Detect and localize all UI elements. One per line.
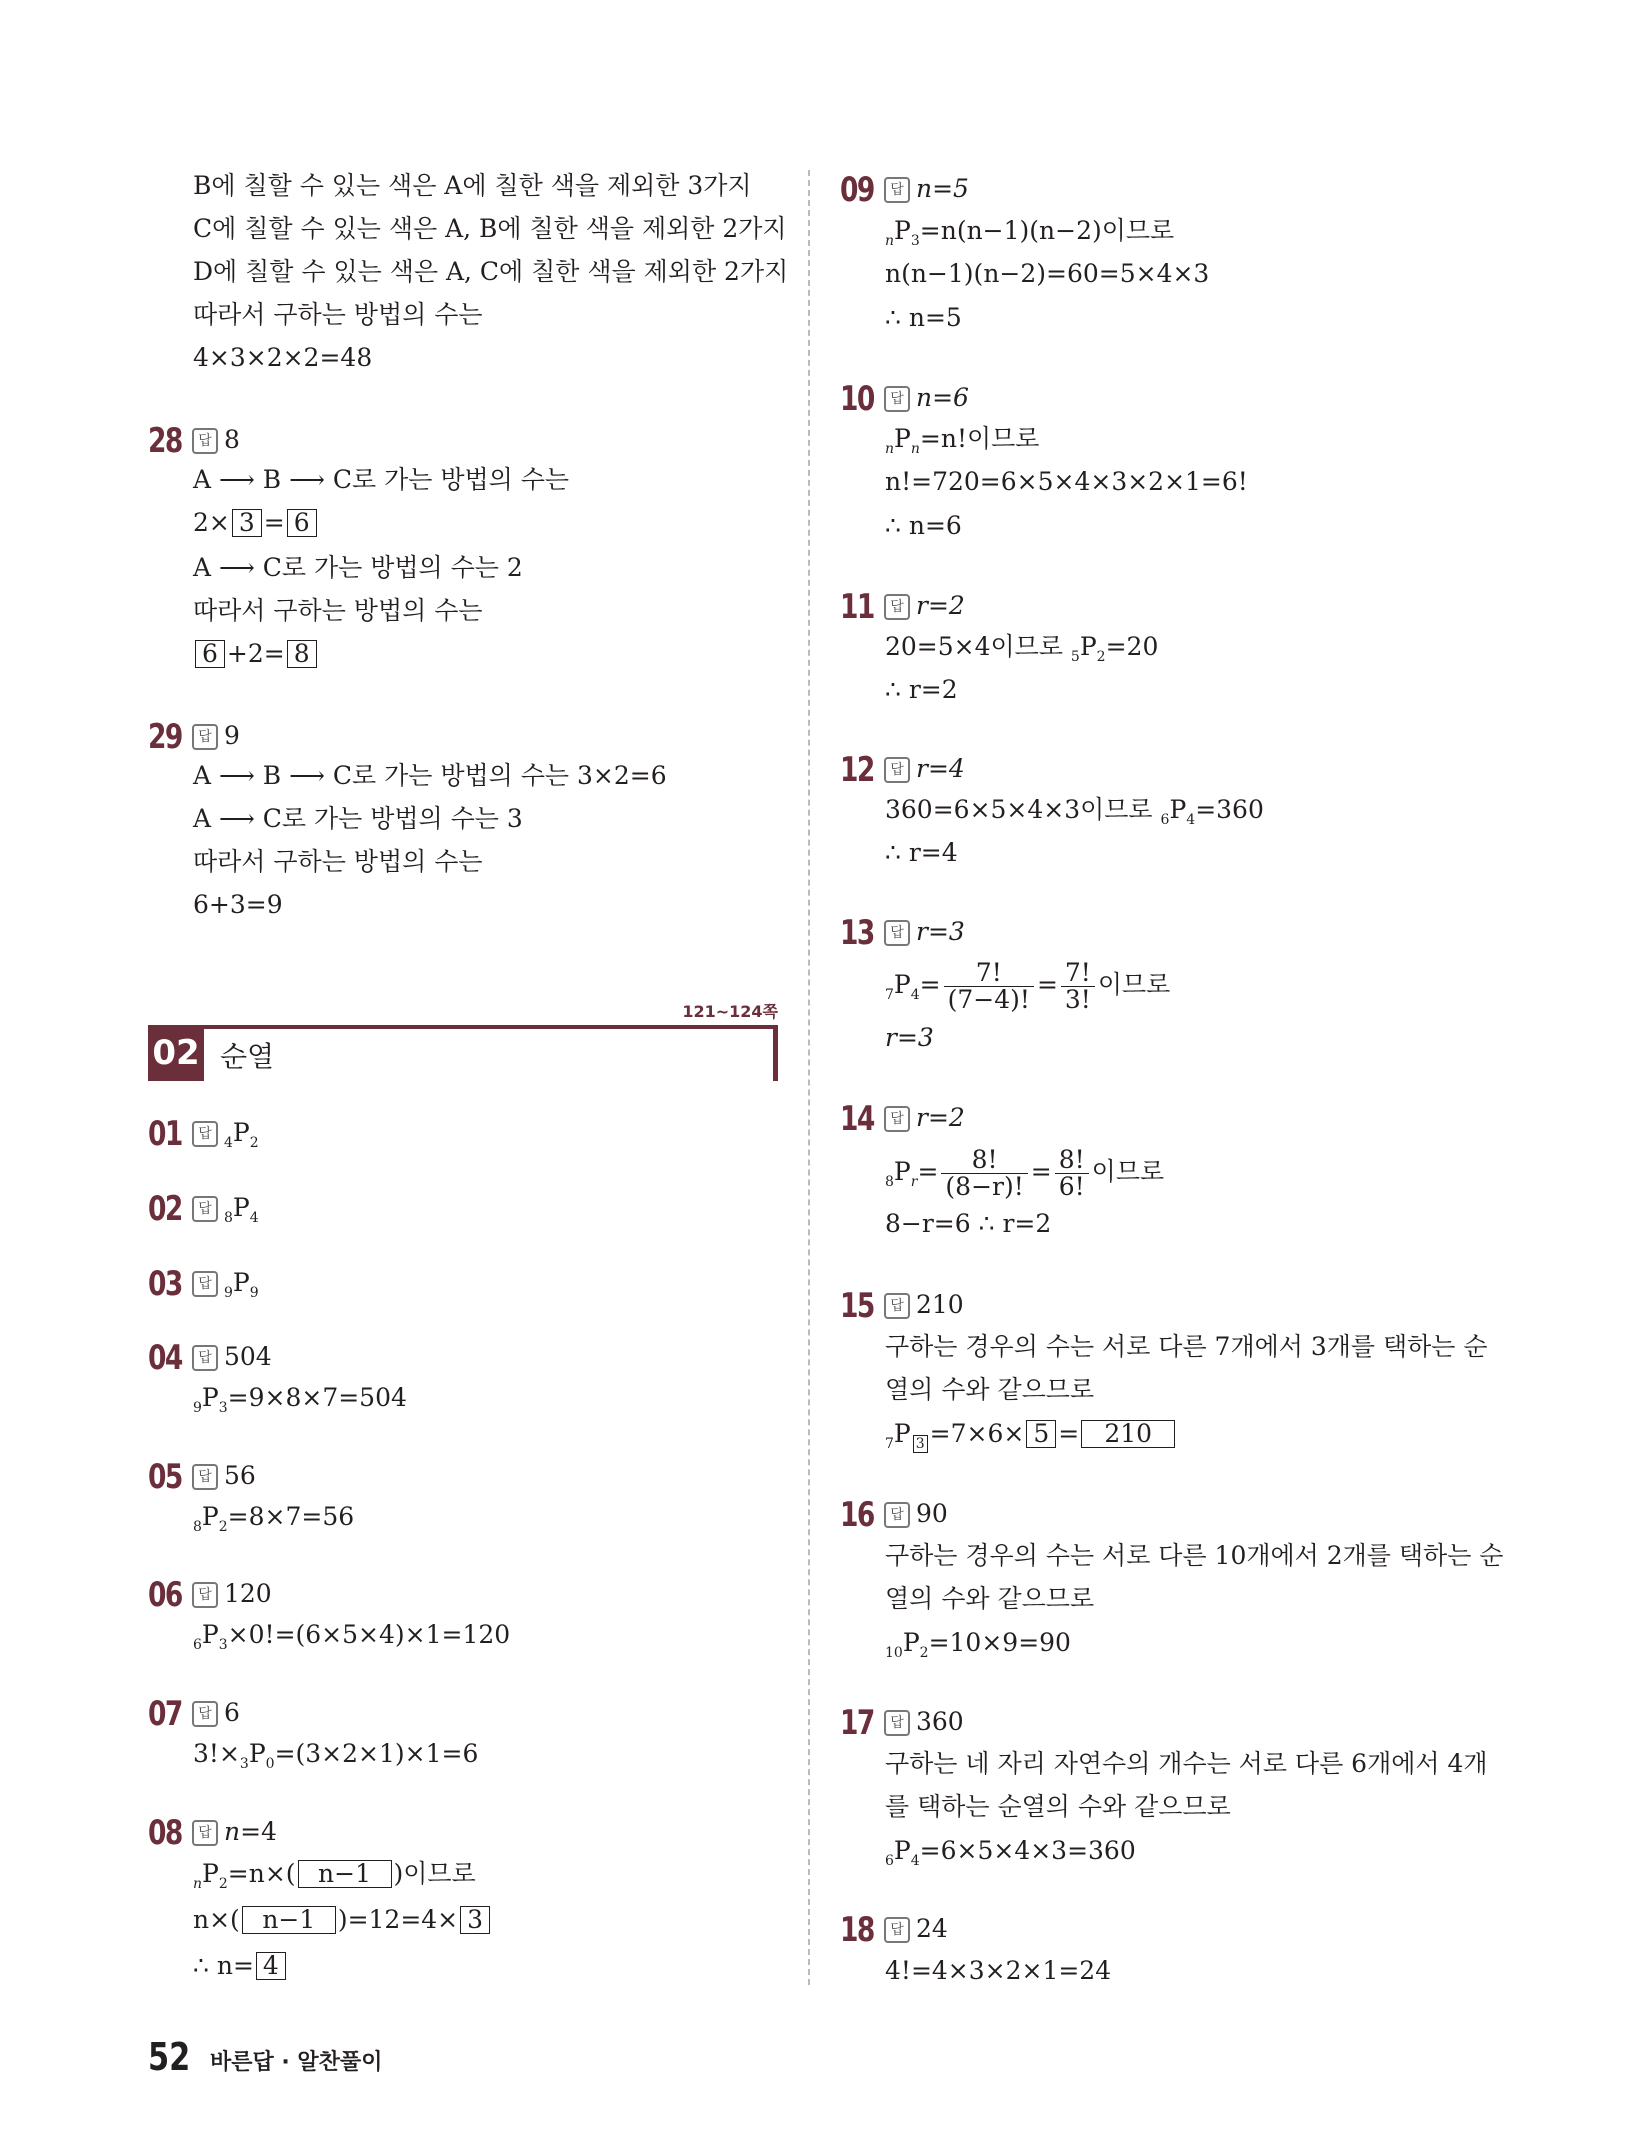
- answer-tag-icon: 답: [884, 177, 910, 203]
- solution-line: n×( n−1 )=12=4× 3: [193, 1904, 492, 1936]
- solution-line: r=3: [885, 1023, 934, 1052]
- solution-line: ∴ n=5: [885, 303, 962, 332]
- answer-tag-icon: 답: [192, 1464, 218, 1490]
- problem-number: 03: [148, 1264, 182, 1304]
- answer: 6: [224, 1698, 240, 1727]
- solution-line: 6+3=9: [193, 890, 283, 919]
- problem-number: 29: [148, 717, 182, 757]
- answer-tag-icon: 답: [192, 1820, 218, 1846]
- solution-line: ∴ n= 4: [193, 1950, 288, 1982]
- blank-box: 3: [232, 509, 262, 537]
- answer-tag-icon: 답: [192, 1196, 218, 1222]
- problem-number: 07: [148, 1694, 182, 1734]
- blank-box: 3: [460, 1906, 490, 1934]
- answer: 56: [224, 1461, 256, 1490]
- blank-box: 8: [287, 640, 317, 668]
- solution-line: A ⟶ B ⟶ C로 가는 방법의 수는 3×2=6: [193, 761, 667, 790]
- answer: 504: [224, 1342, 272, 1371]
- answer: 8: [224, 425, 240, 454]
- answer-tag-icon: 답: [884, 1293, 910, 1319]
- solution-line: 2× 3 = 6: [193, 507, 319, 539]
- fraction: $\frac{7!}{(7-4)!}$: [944, 960, 1034, 1013]
- solution-line: 8−r=6 ∴ r=2: [885, 1209, 1052, 1238]
- solution-line: $_6P_4=6\times 5\times 4\times 3=360$: [885, 1836, 1136, 1869]
- section-rule: [773, 1025, 778, 1081]
- answer: 24: [916, 1914, 948, 1943]
- problem-number: 28: [148, 421, 182, 461]
- solution-line: $_nP_2=n\times$( n−1 )이므로: [193, 1859, 476, 1892]
- answer: r=3: [916, 917, 965, 946]
- fraction: $\frac{8!}{(8-r)!}$: [941, 1147, 1027, 1200]
- blank-box: n−1: [242, 1906, 336, 1934]
- solution-line: $_9P_3=9\times 8\times 7=504$: [193, 1383, 407, 1416]
- solution-line: ∴ n=6: [885, 511, 962, 540]
- solution-line: 구하는 경우의 수는 서로 다른 10개에서 2개를 택하는 순: [885, 1541, 1504, 1570]
- solution-line: A ⟶ C로 가는 방법의 수는 2: [193, 553, 523, 582]
- solution-line: A ⟶ B ⟶ C로 가는 방법의 수는: [193, 465, 570, 494]
- answer: 120: [224, 1579, 272, 1608]
- problem-number: 05: [148, 1457, 182, 1497]
- answer-tag-icon: 답: [884, 1917, 910, 1943]
- solution-line: $_8P_r=$ $\frac{8!}{(8-r)!}$ = $\frac{8!}{6!}$ 이므로: [885, 1145, 1165, 1201]
- answer: n=4: [224, 1817, 277, 1846]
- answer: n=6: [916, 383, 969, 412]
- answer-tag-icon: 답: [884, 1710, 910, 1736]
- answer-tag-icon: 답: [192, 1345, 218, 1371]
- intro-line: B에 칠할 수 있는 색은 A에 칠한 색을 제외한 3가지: [193, 171, 752, 200]
- solution-line: 따라서 구하는 방법의 수는: [193, 847, 483, 876]
- problem-number: 10: [840, 379, 874, 419]
- solution-line: 360=6×5×4×3이므로 $_6P_4=360$: [885, 795, 1264, 828]
- footer-label: 바른답 · 알찬풀이: [210, 2050, 383, 2075]
- answer-tag-icon: 답: [192, 724, 218, 750]
- blank-box: 6: [195, 640, 225, 668]
- solution-line: $_{10}P_2=10\times 9=90$: [885, 1628, 1071, 1661]
- page-range: 121~124쪽: [682, 1002, 778, 1021]
- answer: $_4P_2$: [224, 1118, 259, 1151]
- solution-line: ∴ r=2: [885, 675, 958, 704]
- problem-number: 17: [840, 1703, 874, 1743]
- problem-number: 01: [148, 1114, 182, 1154]
- column-divider: [808, 170, 810, 1985]
- answer-tag-icon: 답: [192, 428, 218, 454]
- problem-number: 12: [840, 750, 874, 790]
- intro-line: 4×3×2×2=48: [193, 343, 373, 372]
- solution-line: $_8P_2=8\times 7=56$: [193, 1502, 355, 1535]
- problem-number: 11: [840, 587, 874, 627]
- blank-box: 210: [1081, 1420, 1175, 1448]
- solution-line: 열의 수와 같으므로: [885, 1375, 1095, 1404]
- section-number: 02: [148, 1025, 204, 1081]
- answer-tag-icon: 답: [884, 757, 910, 783]
- solution-line: $_nP_n=n$!이므로: [885, 424, 1040, 457]
- answer-tag-icon: 답: [192, 1701, 218, 1727]
- solution-line: $3!\times_3P_0=(3\times 2\times 1)\times 1=6$: [193, 1739, 479, 1772]
- solution-line: n(n−1)(n−2)=60=5×4×3: [885, 259, 1210, 288]
- solution-line: $_6P_3\times 0!=(6\times 5\times 4)\times 1=120$: [193, 1620, 511, 1653]
- section-header: [148, 1002, 778, 1081]
- solution-line: 를 택하는 순열의 수와 같으므로: [885, 1792, 1231, 1821]
- blank-box: 3: [913, 1435, 928, 1453]
- solution-line: $_7$P $_3$ =7×6× 5 = 210: [885, 1418, 1177, 1460]
- answer: r=2: [916, 1103, 965, 1132]
- answer: r=4: [916, 754, 965, 783]
- section-rule: [204, 1025, 778, 1029]
- problem-number: 04: [148, 1338, 182, 1378]
- solution-line: 구하는 경우의 수는 서로 다른 7개에서 3개를 택하는 순: [885, 1332, 1488, 1361]
- solution-line: 따라서 구하는 방법의 수는: [193, 596, 483, 625]
- answer: $_8P_4$: [224, 1193, 259, 1226]
- solution-line: 열의 수와 같으므로: [885, 1584, 1095, 1613]
- intro-line: C에 칠할 수 있는 색은 A, B에 칠한 색을 제외한 2가지: [193, 214, 787, 243]
- blank-box: n−1: [298, 1860, 392, 1888]
- problem-number: 09: [840, 170, 874, 210]
- solution-line: $_7P_4=$ $\frac{7!}{(7-4)!}$ = $\frac{7!}{3!}$ 이므로: [885, 958, 1171, 1014]
- answer: 210: [916, 1290, 964, 1319]
- answer: r=2: [916, 591, 965, 620]
- answer-tag-icon: 답: [884, 386, 910, 412]
- answer: 9: [224, 721, 240, 750]
- answer-tag-icon: 답: [884, 594, 910, 620]
- fraction: $\frac{7!}{3!}$: [1061, 960, 1095, 1013]
- answer-tag-icon: 답: [884, 1106, 910, 1132]
- problem-number: 06: [148, 1575, 182, 1615]
- fraction: $\frac{8!}{6!}$: [1055, 1147, 1089, 1200]
- solution-line: n!=720=6×5×4×3×2×1=6!: [885, 467, 1248, 496]
- problem-number: 13: [840, 913, 874, 953]
- solution-line: 6 +2= 8: [193, 638, 319, 670]
- solution-line: 구하는 네 자리 자연수의 개수는 서로 다른 6개에서 4개: [885, 1749, 1488, 1778]
- answer: 90: [916, 1499, 948, 1528]
- solution-line: $_nP_3=n(n-1)(n-2)$이므로: [885, 216, 1175, 249]
- answer: $_9P_9$: [224, 1268, 259, 1301]
- answer: n=5: [916, 174, 969, 203]
- blank-box: 6: [287, 509, 317, 537]
- solution-line: 20=5×4이므로 $_5P_2=20$: [885, 632, 1159, 665]
- solution-line: 4!=4×3×2×1=24: [885, 1956, 1112, 1985]
- problem-number: 15: [840, 1286, 874, 1326]
- problem-number: 14: [840, 1099, 874, 1139]
- problem-number: 08: [148, 1813, 182, 1853]
- solution-line: ∴ r=4: [885, 838, 958, 867]
- intro-line: 따라서 구하는 방법의 수는: [193, 300, 483, 329]
- answer-tag-icon: 답: [192, 1121, 218, 1147]
- page-number: 52: [148, 2035, 191, 2079]
- section-title: 순열: [220, 1040, 275, 1073]
- solution-line: A ⟶ C로 가는 방법의 수는 3: [193, 804, 523, 833]
- intro-line: D에 칠할 수 있는 색은 A, C에 칠한 색을 제외한 2가지: [193, 257, 789, 286]
- blank-box: 4: [256, 1952, 286, 1980]
- answer: 360: [916, 1707, 964, 1736]
- answer-tag-icon: 답: [884, 1502, 910, 1528]
- problem-number: 18: [840, 1910, 874, 1950]
- blank-box: 5: [1026, 1420, 1056, 1448]
- answer-tag-icon: 답: [192, 1271, 218, 1297]
- answer-tag-icon: 답: [884, 920, 910, 946]
- problem-number: 02: [148, 1189, 182, 1229]
- answer-tag-icon: 답: [192, 1582, 218, 1608]
- problem-number: 16: [840, 1495, 874, 1535]
